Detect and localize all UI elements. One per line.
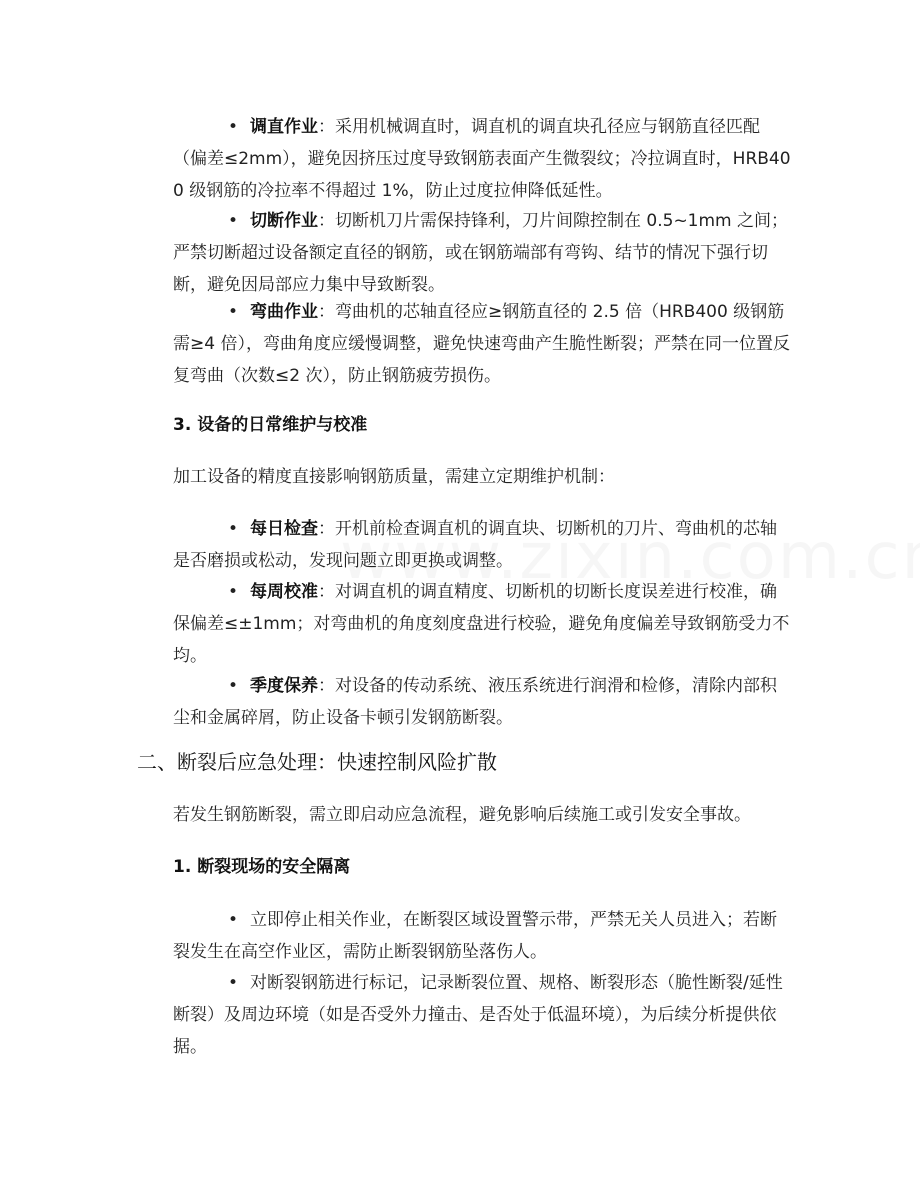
item-term: 调直作业 [250, 117, 318, 137]
list-item [173, 296, 793, 392]
bullet-icon: • [228, 211, 239, 231]
item-text: 对断裂钢筋进行标记，记录断裂位置、规格、断裂形态（脆性断裂/延性断裂）及周边环境（如是否受外力撞击、是否处于低温环境），为后续分析提供依据。 [173, 973, 783, 1057]
item-text: ：对调直机的调直精度、切断机的切断长度误差进行校准，确保偏差≤±1mm；对弯曲机的角度刻度盘进行校验，避免角度偏差导致钢筋受力不均。 [173, 582, 790, 666]
list-item [173, 205, 793, 301]
item-term: 弯曲作业 [250, 302, 318, 322]
item-text: ：开机前检查调直机的调直块、切断机的刀片、弯曲机的芯轴是否磨损或松动，发现问题立即更换或调整。 [173, 519, 777, 571]
list-item [173, 967, 793, 1063]
item-term: 季度保养 [250, 676, 318, 696]
bullet-icon: • [228, 302, 239, 322]
item-term: 每周校准 [250, 582, 318, 602]
item-text: ：采用机械调直时，调直机的调直块孔径应与钢筋直径匹配（偏差≤2mm），避免因挤压过度导致钢筋表面产生微裂纹；冷拉调直时，HRB400 级钢筋的冷拉率不得超过 1%，防止过度拉伸降低延性。 [173, 117, 791, 201]
bullet-icon: • [228, 117, 239, 137]
bullet-icon: • [228, 676, 239, 696]
item-text: ：弯曲机的芯轴直径应≥钢筋直径的 2.5 倍（HRB400 级钢筋需≥4 倍），弯曲角度应缓慢调整，避免快速弯曲产生脆性断裂；严禁在同一位置反复弯曲（次数≤2 次），防止钢筋疲劳损伤。 [173, 302, 790, 386]
list-item [173, 904, 793, 968]
item-text: ：切断机刀片需保持锋利，刀片间隙控制在 0.5~1mm 之间；严禁切断超过设备额定直径的钢筋，或在钢筋端部有弯钩、结节的情况下强行切断，避免因局部应力集中导致断裂。 [173, 211, 789, 295]
list-item [173, 513, 793, 577]
bullet-icon: • [228, 910, 239, 930]
bullet-icon: • [228, 973, 239, 993]
item-term: 每日检查 [250, 519, 318, 539]
section-heading: 1. 断裂现场的安全隔离 [173, 857, 351, 877]
item-text: 立即停止相关作业，在断裂区域设置警示带，严禁无关人员进入；若断裂发生在高空作业区，需防止断裂钢筋坠落伤人。 [173, 910, 777, 962]
item-text: ：对设备的传动系统、液压系统进行润滑和检修，清除内部积尘和金属碎屑，防止设备卡顿引发钢筋断裂。 [173, 676, 777, 728]
paragraph: 若发生钢筋断裂，需立即启动应急流程，避免影响后续施工或引发安全事故。 [173, 805, 751, 825]
list-item [173, 670, 793, 734]
section-heading: 3. 设备的日常维护与校准 [173, 415, 368, 435]
chapter-heading: 二、断裂后应急处理：快速控制风险扩散 [137, 750, 497, 774]
paragraph: 加工设备的精度直接影响钢筋质量，需建立定期维护机制： [173, 467, 615, 487]
bullet-icon: • [228, 582, 239, 602]
item-term: 切断作业 [250, 211, 318, 231]
bullet-icon: • [228, 519, 239, 539]
list-item [173, 576, 793, 672]
list-item [173, 111, 793, 207]
